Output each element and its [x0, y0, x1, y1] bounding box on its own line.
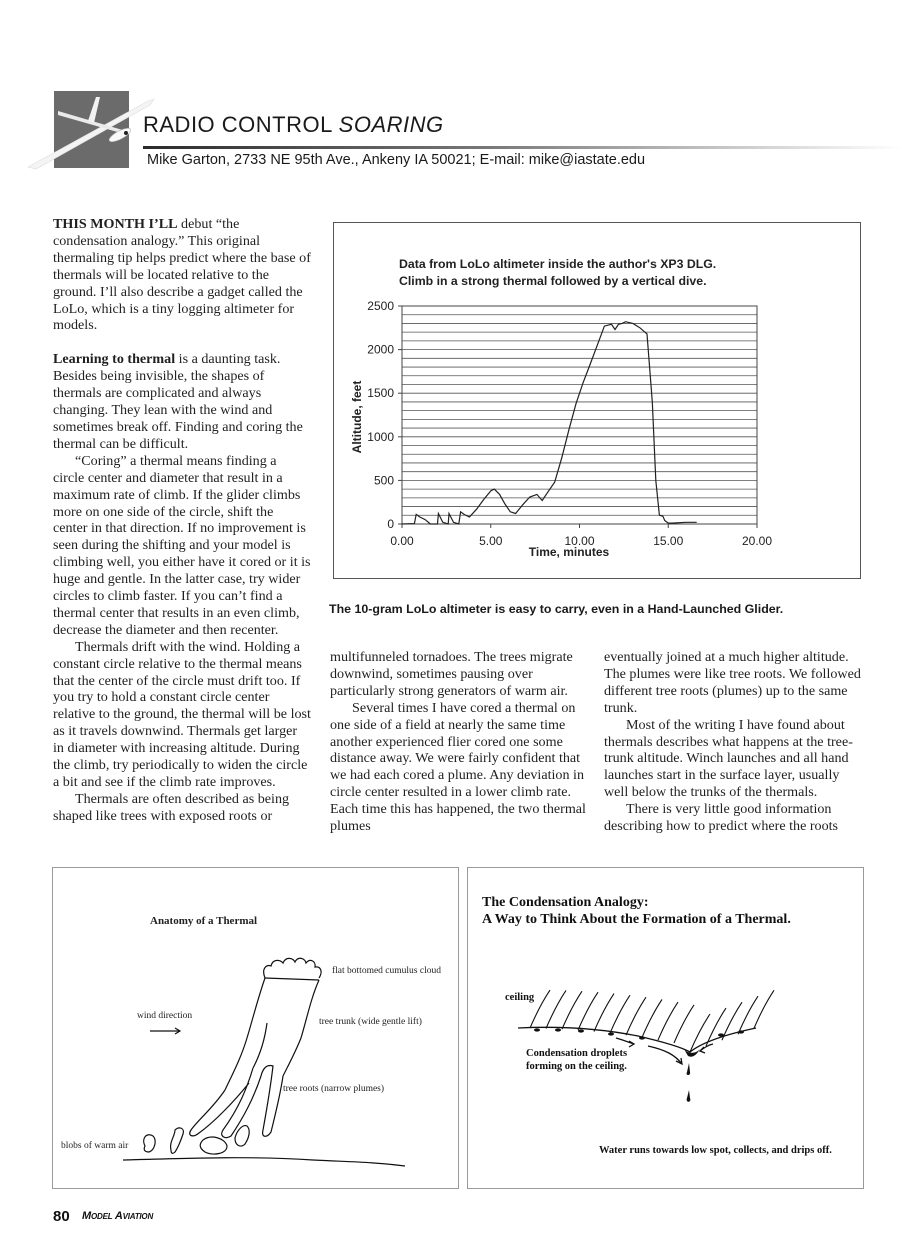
paragraph-text: is a daunting task. Besides being invisible, the shapes of thermals are complicated and always changing. They lean with the wind and sometimes break off. Finding and coring the thermal can be difficult. — [53, 351, 303, 452]
figure-title-line-2: A Way to Think About the Formation of a Thermal. — [482, 912, 791, 927]
label-water-runs: Water runs towards low spot, collects, and drips off. — [599, 1145, 832, 1156]
ceiling-hatching — [530, 990, 774, 1052]
lead-in: Learning to thermal — [53, 351, 176, 368]
x-tick-label: 10.00 — [564, 534, 595, 548]
figure-condensation-analogy — [467, 867, 864, 1189]
paragraph: Thermals are often described as being shaped like trees with exposed roots or — [53, 790, 290, 824]
article-column-1 — [53, 216, 311, 825]
label-droplets — [526, 1048, 627, 1073]
column-logo — [54, 91, 129, 168]
cumulus-cloud — [264, 958, 321, 978]
figure-title: Anatomy of a Thermal — [150, 915, 258, 927]
header-rule — [143, 146, 903, 149]
author-byline: Mike Garton, 2733 NE 95th Ave., Ankeny IA 50021; E-mail: mike@iastate.edu — [147, 152, 646, 168]
page-number: 80 — [53, 1208, 70, 1225]
paragraph: Thermals drift with the wind. Holding a constant circle relative to the thermal means that the center of the circle must drift too. If you try to hold a constant circle center relative to the ground, the thermal will be lost as it travels downwind. Thermals get larger in diameter with increasing altitude. During the climb, try periodically to widen the circle a bit and see if the climb rate improves. — [53, 638, 311, 790]
article-column-2 — [330, 649, 592, 835]
x-tick-label: 15.00 — [653, 534, 684, 548]
paragraph: eventually joined at a much higher altitude. The plumes were like tree roots. We followed different tree roots (plumes) up to the same trunk. — [604, 649, 861, 716]
paragraph: Most of the writing I have found about thermals describes what happens at the tree-trunk altitude. Winch launches and all hand launches start in the surface layer, usually well below the trunks of the thermals. — [604, 716, 853, 801]
lead-in: THIS MONTH I’LL — [53, 216, 178, 232]
label-ceiling: ceiling — [505, 992, 535, 1003]
y-tick-label: 500 — [373, 473, 394, 488]
column-title-italic: SOARING — [338, 112, 444, 137]
paragraph: multifunneled tornadoes. The trees migrate downwind, sometimes pausing over particularly strong generators of warm air. — [330, 649, 573, 699]
figure-title-line-1: The Condensation Analogy: — [482, 895, 649, 910]
y-axis-label: Altitude, feet — [350, 380, 364, 454]
chart-caption: The 10-gram LoLo altimeter is easy to carry, even in a Hand-Launched Glider. — [329, 602, 784, 616]
y-tick-label: 1500 — [367, 386, 394, 401]
label-cloud: flat bottomed cumulus cloud — [332, 966, 441, 976]
label-blobs: blobs of warm air — [61, 1141, 129, 1151]
magazine-name: Model Aviation — [82, 1210, 154, 1222]
y-axis-ticks — [367, 299, 402, 531]
paragraph — [53, 216, 311, 334]
paragraph — [53, 351, 311, 452]
altitude-series-line — [402, 322, 697, 524]
plot-area-border — [402, 306, 757, 524]
y-tick-label: 2500 — [367, 299, 394, 313]
column-title-text: RADIO CONTROL — [143, 112, 333, 137]
paragraph: “Coring” a thermal means finding a circle center and diameter that result in a maximum rate of climb. If the glider climbs more on one side of the circle, shift the center in that direction. If no improvement is seen during the shifting and your model is climbing well, you either have it cored or it is huge and gentle. In the latter case, try wider circles to climb faster. If you can’t find a thermal center that results in an even climb, decrease the diameter and then recenter. — [53, 452, 311, 638]
label-tree-roots: tree roots (narrow plumes) — [283, 1084, 385, 1094]
label-wind-direction: wind direction — [137, 1011, 193, 1021]
column-title — [143, 112, 444, 138]
paragraph: There is very little good information describing how to predict where the roots — [604, 801, 839, 835]
x-tick-label: 0.00 — [390, 534, 414, 548]
y-tick-label: 1000 — [367, 429, 394, 444]
x-tick-label: 5.00 — [479, 534, 503, 548]
label-droplets-line-2: forming on the ceiling. — [526, 1060, 627, 1072]
chart-title-line-2: Climb in a strong thermal followed by a vertical dive. — [399, 274, 707, 288]
paragraph-text: debut “the condensation analogy.” This original thermaling tip helps predict where the base of thermals will be located relative to the ground. I’ll also describe a gadget called the LoLo, which is a tiny logging altimeter for models. — [53, 216, 311, 334]
label-tree-trunk: tree trunk (wide gentle lift) — [319, 1017, 422, 1027]
chart-gridlines — [402, 315, 757, 516]
y-tick-label: 0 — [387, 517, 394, 531]
x-axis-label: Time, minutes — [528, 545, 610, 559]
y-tick-label: 2000 — [367, 342, 394, 357]
figure-anatomy-of-thermal — [52, 867, 459, 1189]
glider-icon — [28, 89, 158, 179]
altitude-line-chart — [333, 222, 861, 579]
x-tick-label: 20.00 — [741, 534, 773, 548]
figure-title — [482, 894, 791, 928]
chart-title-line-1: Data from LoLo altimeter inside the author's XP3 DLG. — [399, 257, 717, 271]
label-droplets-line-1: Condensation droplets — [526, 1048, 628, 1059]
article-column-3 — [604, 649, 866, 835]
paragraph: Several times I have cored a thermal on one side of a field at nearly the same time another experienced flier cored one some distance away. We were fairly confident that we had each cored a plume. Any deviation in circle center resulted in a lower climb rate. Each time this has happened, the two thermal plumes — [330, 699, 586, 835]
